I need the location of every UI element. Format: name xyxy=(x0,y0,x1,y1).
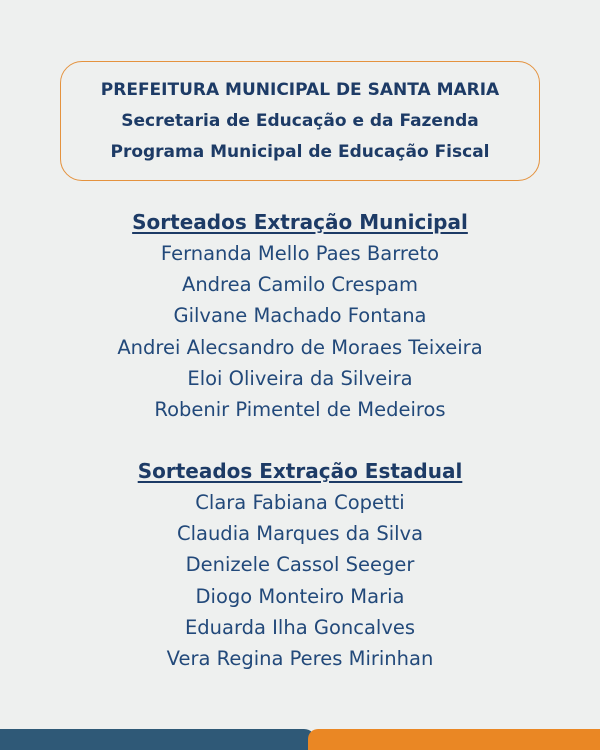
winner-list-estadual xyxy=(0,487,600,674)
footer-orange-stripe xyxy=(308,729,600,750)
header-title: PREFEITURA MUNICIPAL DE SANTA MARIA xyxy=(100,79,500,100)
header-subtitle-secretaria: Secretaria de Educação e da Fazenda xyxy=(121,110,479,131)
footer-blue-stripe xyxy=(0,729,316,750)
footer-bar xyxy=(0,729,600,750)
list-item: Clara Fabiana Copetti xyxy=(195,491,405,514)
section-title-estadual: Sorteados Extração Estadual xyxy=(137,459,463,483)
section-estadual xyxy=(0,456,600,674)
header-box xyxy=(60,61,540,181)
list-item: Vera Regina Peres Mirinhan xyxy=(166,647,434,671)
list-item: Andrei Alecsandro de Moraes Teixeira xyxy=(117,335,483,359)
list-item: Diogo Monteiro Maria xyxy=(195,584,405,608)
list-item: Eduarda Ilha Goncalves xyxy=(184,615,416,639)
list-item: Fernanda Mello Paes Barreto xyxy=(160,242,440,265)
list-item: Claudia Marques da Silva xyxy=(176,522,424,546)
list-item: Robenir Pimentel de Medeiros xyxy=(154,398,446,422)
list-item: Gilvane Machado Fontana xyxy=(173,304,427,328)
winner-list-municipal xyxy=(0,238,600,425)
list-item: Denizele Cassol Seeger xyxy=(185,553,415,577)
list-item: Eloi Oliveira da Silveira xyxy=(187,366,413,390)
header-subtitle-programa: Programa Municipal de Educação Fiscal xyxy=(110,141,490,162)
section-title-municipal: Sorteados Extração Municipal xyxy=(132,210,468,234)
section-municipal xyxy=(0,207,600,425)
list-item: Andrea Camilo Crespam xyxy=(181,273,419,297)
